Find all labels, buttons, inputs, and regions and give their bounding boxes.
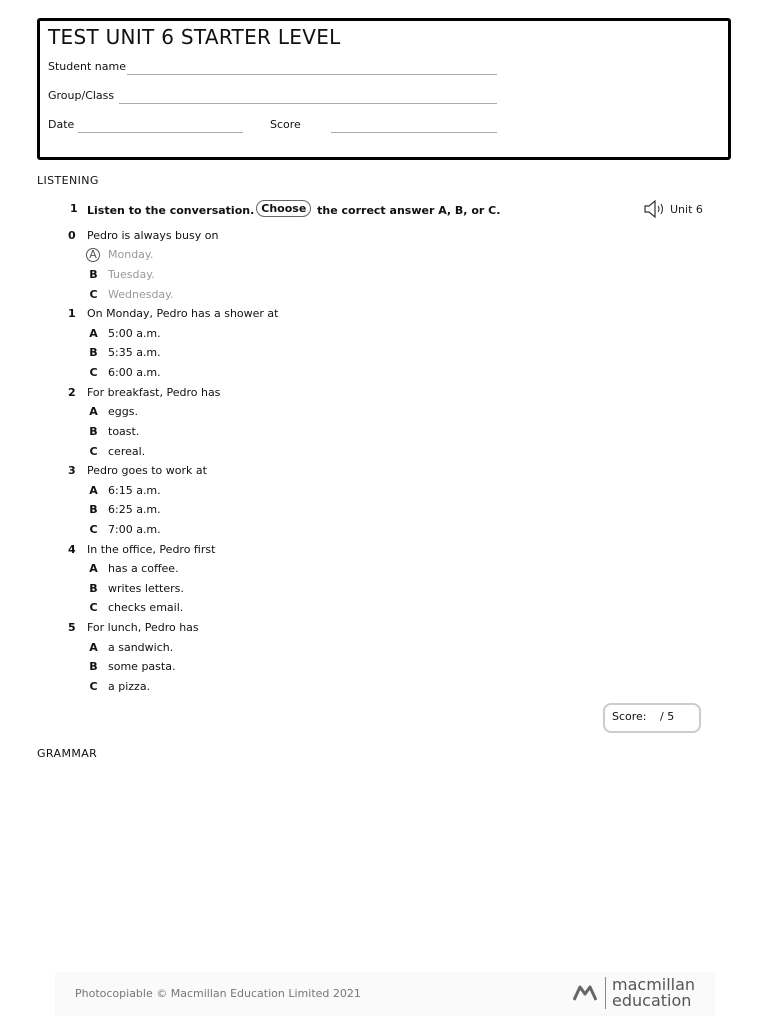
option-text: cereal.: [108, 445, 146, 458]
question-number: 4: [68, 543, 76, 556]
instruction-text-before: Listen to the conversation.: [87, 204, 255, 217]
option-letter[interactable]: C: [89, 601, 98, 614]
option-letter[interactable]: A: [89, 641, 98, 654]
logo-line-1: macmillan: [612, 975, 696, 994]
option-text: a pizza.: [108, 680, 151, 693]
option-text: Tuesday.: [108, 268, 155, 281]
score-field[interactable]: [331, 132, 497, 133]
grammar-heading: GRAMMAR: [37, 747, 98, 760]
macmillan-m-icon: [573, 984, 597, 1002]
student-name-field[interactable]: [127, 74, 497, 75]
question-number: 1: [68, 307, 76, 320]
option-text: eggs.: [108, 405, 138, 418]
option-text: a sandwich.: [108, 641, 174, 654]
audio-track-button[interactable]: [643, 200, 703, 218]
group-class-label: Group/Class: [48, 89, 115, 102]
option-text: 6:25 a.m.: [108, 503, 161, 516]
option-text: 7:00 a.m.: [108, 523, 161, 536]
option-letter[interactable]: A: [89, 327, 98, 340]
logo-line-2: education: [612, 991, 692, 1010]
option-letter[interactable]: B: [89, 582, 98, 595]
question-stem: In the office, Pedro first: [87, 543, 216, 556]
option-letter[interactable]: B: [89, 660, 98, 673]
option-letter-selected[interactable]: A: [86, 248, 100, 262]
test-title: TEST UNIT 6 STARTER LEVEL: [48, 25, 341, 49]
question-stem: On Monday, Pedro has a shower at: [87, 307, 279, 320]
question-number: 2: [68, 386, 76, 399]
copyright-notice: Photocopiable © Macmillan Education Limited 2021: [75, 987, 361, 1000]
option-text: Monday.: [108, 248, 154, 261]
option-letter[interactable]: C: [89, 366, 98, 379]
question-stem: Pedro goes to work at: [87, 464, 207, 477]
section-score-box: [603, 703, 701, 733]
question-stem: For breakfast, Pedro has: [87, 386, 221, 399]
audio-track-label: Unit 6: [670, 202, 703, 216]
option-letter[interactable]: C: [89, 523, 98, 536]
option-letter[interactable]: A: [89, 405, 98, 418]
option-text: 5:00 a.m.: [108, 327, 161, 340]
option-letter[interactable]: C: [89, 680, 98, 693]
instruction-number: 1: [70, 202, 78, 215]
option-letter[interactable]: B: [89, 425, 98, 438]
option-letter[interactable]: C: [89, 445, 98, 458]
option-text: has a coffee.: [108, 562, 179, 575]
question-number: 0: [68, 229, 76, 242]
macmillan-logo: [573, 977, 695, 1009]
score-label: Score: [270, 118, 301, 131]
option-letter[interactable]: B: [89, 346, 98, 359]
instruction-text-after: the correct answer A, B, or C.: [317, 204, 501, 217]
option-letter[interactable]: A: [89, 562, 98, 575]
option-text: 6:00 a.m.: [108, 366, 161, 379]
group-class-field[interactable]: [119, 103, 497, 104]
question-stem: For lunch, Pedro has: [87, 621, 199, 634]
option-text: Wednesday.: [108, 288, 174, 301]
section-score-total: / 5: [660, 710, 675, 723]
option-text: some pasta.: [108, 660, 176, 673]
student-name-label: Student name: [48, 60, 126, 73]
speaker-icon: [643, 200, 667, 218]
option-text: writes letters.: [108, 582, 184, 595]
test-header-box: [37, 18, 731, 160]
option-text: checks email.: [108, 601, 184, 614]
option-text: 5:35 a.m.: [108, 346, 161, 359]
page-footer: [55, 972, 715, 1016]
circled-word: Choose: [256, 200, 311, 217]
listening-heading: LISTENING: [37, 174, 99, 187]
option-letter[interactable]: B: [89, 268, 98, 281]
section-score-label: Score:: [612, 710, 647, 723]
option-letter[interactable]: B: [89, 503, 98, 516]
date-label: Date: [48, 118, 75, 131]
date-field[interactable]: [78, 132, 243, 133]
option-letter[interactable]: C: [89, 288, 98, 301]
option-text: 6:15 a.m.: [108, 484, 161, 497]
option-letter[interactable]: A: [89, 484, 98, 497]
question-number: 3: [68, 464, 76, 477]
option-text: toast.: [108, 425, 140, 438]
question-number: 5: [68, 621, 76, 634]
question-stem: Pedro is always busy on: [87, 229, 219, 242]
